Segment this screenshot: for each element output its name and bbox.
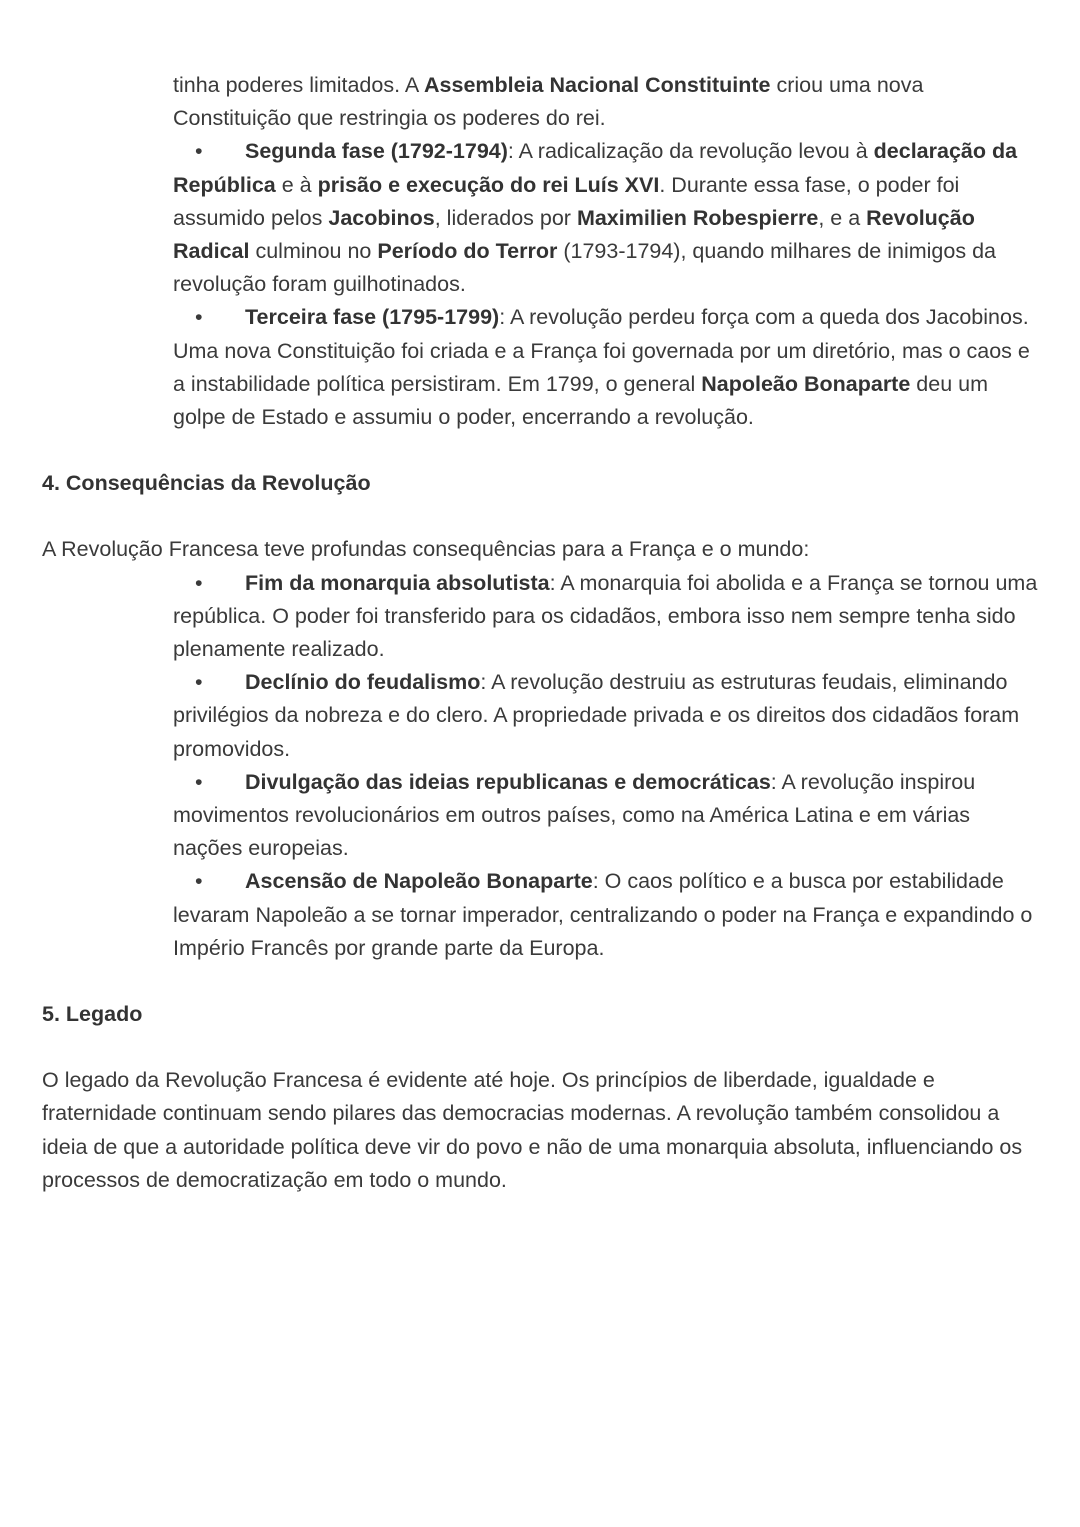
list-item-text: : O caos político e a busca por estabilidade levaram Napoleão a se tornar imperador, centralizando o poder na França e expandindo o Império Francês por grande parte da Europa. [173, 869, 1033, 960]
bullet-icon: • [195, 869, 203, 894]
intro-text-2: criou uma nova Constituição que restringia os poderes do rei. [173, 73, 924, 131]
list-item-indent [173, 567, 245, 600]
list-item-text: : A monarquia foi abolida e a França se tornou uma república. O poder foi transferido para os cidadãos, embora isso nem sempre tenha sido plenamente realizado. [173, 570, 1038, 662]
list-item [173, 135, 1040, 301]
list-item-indent [173, 766, 245, 799]
list-item [173, 766, 1040, 866]
list-item-indent [173, 135, 245, 168]
bold-term: Período do Terror [377, 239, 558, 264]
document-page [0, 69, 1080, 1197]
list-item-text: (1793-1794), quando milhares de inimigos da revolução foram guilhotinados. [173, 239, 996, 297]
section4-heading: 4. Consequências da Revolução [42, 471, 371, 496]
bold-term: Terceira fase (1795-1799) [245, 305, 500, 330]
list-item-text: , liderados por [434, 205, 577, 230]
list-item-text: : A revolução inspirou movimentos revolucionários em outros países, como na América Latina e em várias nações europeias. [173, 769, 976, 861]
bold-term: Maximilien Robespierre [576, 205, 819, 230]
intro-bold-term: Assembleia Nacional Constituinte [424, 73, 771, 97]
section4-bullet-list [173, 567, 1040, 965]
bold-term: Jacobinos [328, 205, 435, 230]
list-item [173, 666, 1040, 766]
list-item-text: deu um golpe de Estado e assumiu o poder, encerrando a revolução. [173, 371, 988, 430]
list-item-indent [173, 865, 245, 898]
list-item-text: : A revolução destruiu as estruturas feudais, eliminando privilégios da nobreza e do clero. A propriedade privada e os direitos dos cidadãos foram promovidos. [173, 670, 1020, 761]
bold-term: declaração da República [173, 139, 1018, 197]
intro-text-1: tinha poderes limitados. A [173, 73, 424, 97]
section3-bullet-list [173, 135, 1040, 434]
section4-intro: A Revolução Francesa teve profundas consequências para a França e o mundo: [42, 537, 810, 562]
bold-term: Declínio do feudalismo [245, 670, 481, 695]
bold-term: Divulgação das ideias republicanas e democráticas [245, 769, 771, 794]
bullet-icon: • [195, 139, 203, 164]
list-item-text: : A radicalização da revolução levou à [507, 139, 874, 164]
list-item-text: e à [275, 172, 318, 197]
section3-continued [0, 69, 1080, 434]
bold-term: prisão e execução do rei Luís XVI [317, 172, 660, 197]
list-item-indent [173, 666, 245, 699]
list-item-text: , e a [818, 205, 867, 230]
section3-intro-paragraph [173, 69, 1040, 135]
list-item [173, 865, 1040, 965]
list-item-text: : A revolução perdeu força com a queda dos Jacobinos. Uma nova Constituição foi criada e a França foi governada por um diretório, mas o caos e a instabilidade política persistiram. Em 1799, o general [173, 305, 1030, 396]
bullet-icon: • [195, 570, 203, 595]
section5-paragraph: O legado da Revolução Francesa é evidente até hoje. Os princípios de liberdade, igualdade e fraternidade continuam sendo pilares das democracias modernas. A revolução também consolidou a ideia de que a autoridade política deve vir do povo e não de uma monarquia absoluta, influenciando os processos de democratização em todo o mundo. [42, 1068, 1023, 1192]
list-item-text: culminou no [249, 239, 378, 264]
bold-term: Fim da monarquia absolutista [245, 570, 550, 595]
bold-term: Segunda fase (1792-1794) [245, 139, 508, 164]
bold-term: Napoleão Bonaparte [701, 371, 911, 396]
bullet-icon: • [195, 769, 203, 794]
bold-term: Ascensão de Napoleão Bonaparte [245, 869, 593, 894]
section4-bullet-container [0, 567, 1080, 965]
bullet-icon: • [195, 670, 203, 695]
section5-heading: 5. Legado [42, 1002, 143, 1027]
list-item-text: . Durante essa fase, o poder foi assumido pelos [173, 172, 960, 230]
list-item [173, 301, 1040, 434]
list-item-indent [173, 301, 245, 334]
bullet-icon: • [195, 305, 203, 330]
bold-term: Revolução Radical [173, 205, 975, 264]
list-item [173, 567, 1040, 667]
